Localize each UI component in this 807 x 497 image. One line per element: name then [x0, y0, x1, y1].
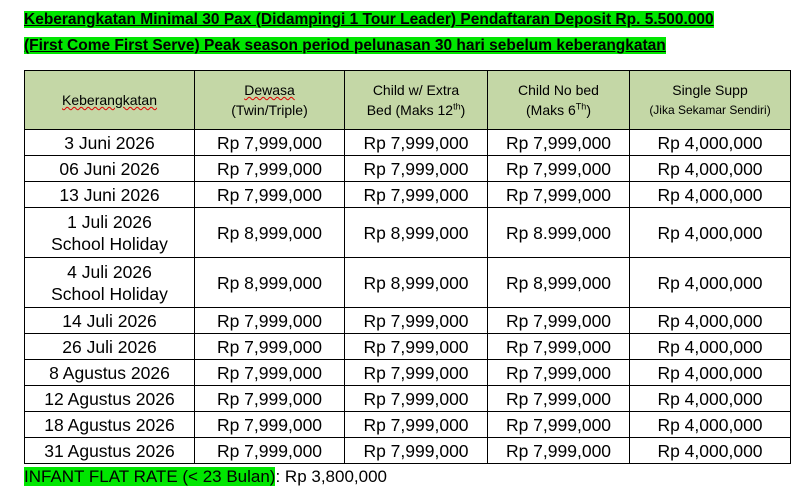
cell-departure [25, 360, 195, 386]
cell-price-child-extra: Rp 7,999,000 [345, 438, 488, 464]
infant-rate-label: INFANT FLAT RATE (< 23 Bulan) [24, 467, 276, 486]
cell-departure [25, 156, 195, 182]
cell-price-child-nobed: Rp 7,999,000 [488, 182, 630, 208]
header-line-2 [24, 36, 666, 56]
col-header-adult-title: Dewasa [244, 82, 295, 98]
cell-price-child-nobed: Rp 7,999,000 [488, 438, 630, 464]
cell-price-child-extra: Rp 7,999,000 [345, 360, 488, 386]
col-header-child-nobed-title: Child No bed [518, 82, 599, 98]
table-row [25, 386, 791, 412]
cell-price-child-nobed: Rp 7,999,000 [488, 308, 630, 334]
cell-price-child-nobed: Rp 7,999,000 [488, 412, 630, 438]
cell-departure [25, 412, 195, 438]
col-header-child-nobed [488, 71, 630, 130]
cell-price-child-extra: Rp 7,999,000 [345, 386, 488, 412]
cell-departure [25, 334, 195, 360]
col-header-child-extra-title: Child w/ Extra [372, 82, 460, 98]
cell-price-child-extra: Rp 7,999,000 [345, 156, 488, 182]
departure-date: 06 Juni 2026 [59, 158, 160, 179]
table-row [25, 438, 791, 464]
col-header-child-extra-sub: Bed (Maks 12 [366, 102, 454, 118]
cell-price-single: Rp 4,000,000 [630, 156, 791, 182]
cell-price-adult: Rp 7,999,000 [195, 412, 345, 438]
cell-price-child-extra: Rp 7,999,000 [345, 308, 488, 334]
infant-rate-value: : Rp 3,800,000 [275, 467, 387, 486]
col-header-child-extra-sub-line [345, 100, 487, 120]
departure-note: School Holiday [51, 233, 168, 254]
cell-price-child-extra: Rp 7,999,000 [345, 182, 488, 208]
cell-price-single: Rp 4,000,000 [630, 258, 791, 308]
table-row [25, 182, 791, 208]
table-body [25, 130, 791, 464]
cell-price-single: Rp 4,000,000 [630, 438, 791, 464]
cell-price-child-nobed: Rp 7,999,000 [488, 334, 630, 360]
cell-price-child-extra: Rp 8,999,000 [345, 258, 488, 308]
cell-price-adult: Rp 7,999,000 [195, 438, 345, 464]
cell-price-child-nobed: Rp 8.999,000 [488, 208, 630, 258]
departure-date: 14 Juli 2026 [62, 310, 157, 331]
col-header-child-nobed-sub-line [488, 100, 629, 120]
cell-price-child-nobed: Rp 7,999,000 [488, 130, 630, 156]
cell-price-child-nobed: Rp 7,999,000 [488, 386, 630, 412]
cell-departure [25, 130, 195, 156]
cell-price-single: Rp 4,000,000 [630, 182, 791, 208]
price-table [24, 70, 791, 464]
cell-price-child-nobed: Rp 7,999,000 [488, 360, 630, 386]
cell-price-adult: Rp 7,999,000 [195, 308, 345, 334]
cell-price-single: Rp 4,000,000 [630, 386, 791, 412]
col-header-child-extra-sup: th [453, 101, 461, 112]
cell-price-child-nobed: Rp 8,999,000 [488, 258, 630, 308]
infant-rate [24, 466, 387, 488]
col-header-child-extra [345, 71, 488, 130]
cell-price-adult: Rp 7,999,000 [195, 182, 345, 208]
col-header-child-nobed-sub: (Maks 6 [526, 102, 576, 118]
cell-price-adult: Rp 7,999,000 [195, 130, 345, 156]
table-row [25, 360, 791, 386]
cell-price-single: Rp 4,000,000 [630, 308, 791, 334]
departure-date: 4 Juli 2026 [67, 261, 152, 282]
cell-departure [25, 182, 195, 208]
col-header-child-nobed-close: ) [586, 102, 591, 118]
table-row [25, 156, 791, 182]
table-row [25, 208, 791, 258]
cell-price-single: Rp 4,000,000 [630, 208, 791, 258]
departure-date: 12 Agustus 2026 [44, 388, 175, 409]
col-header-adult-sub: (Twin/Triple) [231, 102, 308, 118]
cell-departure [25, 308, 195, 334]
table-row [25, 412, 791, 438]
table-row [25, 258, 791, 308]
departure-date: 13 Juni 2026 [59, 184, 160, 205]
cell-price-adult: Rp 7,999,000 [195, 334, 345, 360]
col-header-single-title: Single Supp [672, 82, 748, 98]
cell-price-child-extra: Rp 8,999,000 [345, 208, 488, 258]
table-row [25, 334, 791, 360]
cell-departure [25, 258, 195, 308]
header-line-1-text: Keberangkatan Minimal 30 Pax (Didampingi 1 Tour Leader) Pendaftaran Deposit Rp. 5.500.000 [24, 11, 714, 28]
departure-date: 1 Juli 2026 [67, 211, 152, 232]
cell-price-child-extra: Rp 7,999,000 [345, 412, 488, 438]
table-row [25, 130, 791, 156]
departure-date: 18 Agustus 2026 [44, 414, 175, 435]
col-header-child-extra-close: ) [460, 102, 466, 118]
departure-note: School Holiday [51, 283, 168, 304]
col-header-departure [25, 71, 195, 130]
cell-price-single: Rp 4,000,000 [630, 130, 791, 156]
cell-price-child-extra: Rp 7,999,000 [345, 130, 488, 156]
cell-price-adult: Rp 8,999,000 [195, 208, 345, 258]
table-row [25, 308, 791, 334]
cell-price-single: Rp 4,000,000 [630, 360, 791, 386]
cell-price-adult: Rp 7,999,000 [195, 156, 345, 182]
cell-price-child-nobed: Rp 7,999,000 [488, 156, 630, 182]
cell-price-adult: Rp 7,999,000 [195, 386, 345, 412]
table-header-row [25, 71, 791, 130]
departure-date: 8 Agustus 2026 [49, 362, 170, 383]
cell-price-adult: Rp 7,999,000 [195, 360, 345, 386]
cell-price-adult: Rp 8,999,000 [195, 258, 345, 308]
col-header-single [630, 71, 791, 130]
cell-price-child-extra: Rp 7,999,000 [345, 334, 488, 360]
departure-date: 31 Agustus 2026 [44, 440, 175, 461]
col-header-departure-label: Keberangkatan [62, 92, 157, 108]
header-line-2-text: (First Come First Serve) Peak season period pelunasan 30 hari sebelum keberangkatan [24, 37, 666, 54]
col-header-adult [195, 71, 345, 130]
header-line-1 [24, 10, 714, 30]
cell-departure [25, 208, 195, 258]
col-header-child-nobed-sup: Th [575, 101, 587, 112]
departure-date: 3 Juni 2026 [64, 132, 155, 153]
departure-date: 26 Juli 2026 [62, 336, 157, 357]
cell-price-single: Rp 4,000,000 [630, 334, 791, 360]
cell-departure [25, 438, 195, 464]
cell-price-single: Rp 4,000,000 [630, 412, 791, 438]
col-header-single-sub: (Jika Sekamar Sendiri) [649, 103, 771, 117]
cell-departure [25, 386, 195, 412]
